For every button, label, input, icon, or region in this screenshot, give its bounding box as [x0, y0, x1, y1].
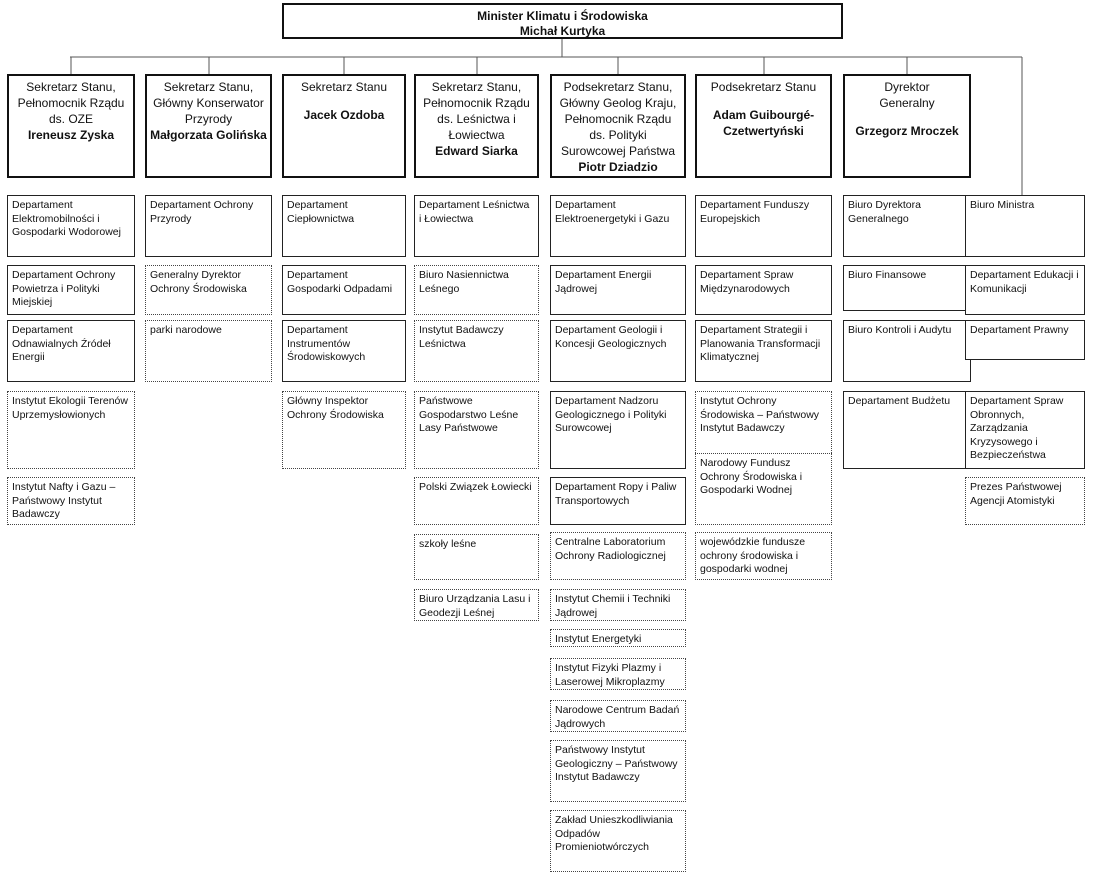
subordinate-unit-box: Instytut Ochrony Środowiska – Państwowy Instytut Badawczy: [695, 391, 832, 469]
department-box: Departament Instrumentów Środowiskowych: [282, 320, 406, 382]
department-box: Biuro Ministra: [965, 195, 1085, 257]
department-box: Departament Ropy i Paliw Transportowych: [550, 477, 686, 525]
secretary-role: Podsekretarz Stanu, Główny Geolog Kraju, Pełnomocnik Rządu ds. Polityki Surowcowej Państwa: [559, 80, 677, 158]
secretary-name: Grzegorz Mroczek: [855, 124, 959, 138]
department-box: Departament Elektromobilności i Gospodarki Wodorowej: [7, 195, 135, 257]
department-box: Departament Odnawialnych Źródeł Energii: [7, 320, 135, 382]
secretary-name: Piotr Dziadzio: [578, 160, 658, 174]
secretary-name: Małgorzata Golińska: [150, 128, 267, 142]
department-box: Departament Gospodarki Odpadami: [282, 265, 406, 315]
department-box: Departament Geologii i Koncesji Geologicznych: [550, 320, 686, 382]
secretary-role: Sekretarz Stanu, Pełnomocnik Rządu ds. Leśnictwa i Łowiectwa: [423, 80, 530, 142]
subordinate-unit-box: Instytut Chemii i Techniki Jądrowej: [550, 589, 686, 621]
subordinate-unit-box: Narodowy Fundusz Ochrony Środowiska i Gospodarki Wodnej: [695, 453, 832, 525]
subordinate-unit-box: Instytut Energetyki: [550, 629, 686, 647]
subordinate-unit-box: Zakład Unieszkodliwiania Odpadów Promieniotwórczych: [550, 810, 686, 872]
department-box: Departament Edukacji i Komunikacji: [965, 265, 1085, 315]
secretary-role: Dyrektor Generalny: [879, 80, 935, 110]
department-box: Departament Prawny: [965, 320, 1085, 360]
minister-title: Minister Klimatu i Środowiska: [477, 9, 648, 23]
subordinate-unit-box: Państwowy Instytut Geologiczny – Państwowy Instytut Badawczy: [550, 740, 686, 802]
subordinate-unit-box: Narodowe Centrum Badań Jądrowych: [550, 700, 686, 732]
department-box: Departament Ochrony Przyrody: [145, 195, 272, 257]
secretary-box-1: [7, 74, 135, 178]
secretary-role: Sekretarz Stanu: [300, 80, 388, 94]
secretary-name: Ireneusz Zyska: [27, 128, 115, 142]
minister-name: Michał Kurtyka: [519, 24, 606, 38]
department-box: Departament Leśnictwa i Łowiectwa: [414, 195, 539, 257]
subordinate-unit-box: Instytut Fizyki Plazmy i Laserowej Mikroplazmy: [550, 658, 686, 690]
department-box: Departament Ciepłownictwa: [282, 195, 406, 257]
subordinate-unit-box: Generalny Dyrektor Ochrony Środowiska: [145, 265, 272, 315]
subordinate-unit-box: Instytut Nafty i Gazu – Państwowy Instytut Badawczy: [7, 477, 135, 525]
secretary-name: Adam Guibourgé- Czetwertyński: [712, 108, 815, 138]
subordinate-unit-box: Państwowe Gospodarstwo Leśne Lasy Państwowe: [414, 391, 539, 469]
secretary-name: Edward Siarka: [435, 144, 518, 158]
secretary-box-6: [695, 74, 832, 178]
secretary-name: Jacek Ozdoba: [303, 108, 385, 122]
secretary-role: Sekretarz Stanu, Pełnomocnik Rządu ds. OZE: [17, 80, 125, 126]
department-box: Departament Nadzoru Geologicznego i Polityki Surowcowej: [550, 391, 686, 469]
department-box: Departament Ochrony Powietrza i Polityki Miejskiej: [7, 265, 135, 315]
department-box: Biuro Kontroli i Audytu: [843, 320, 971, 382]
department-box: Departament Spraw Międzynarodowych: [695, 265, 832, 315]
minister-box: [282, 3, 843, 39]
department-box: Departament Funduszy Europejskich: [695, 195, 832, 257]
subordinate-unit-box: szkoły leśne: [414, 534, 539, 580]
subordinate-unit-box: Biuro Urządzania Lasu i Geodezji Leśnej: [414, 589, 539, 621]
secretary-box-2: [145, 74, 272, 178]
department-box: Departament Strategii i Planowania Transformacji Klimatycznej: [695, 320, 832, 382]
secretary-role: Podsekretarz Stanu: [710, 80, 817, 94]
department-box: Departament Spraw Obronnych, Zarządzania Kryzysowego i Bezpieczeństwa: [965, 391, 1085, 469]
secretary-box-7: [843, 74, 971, 178]
department-box: Biuro Dyrektora Generalnego: [843, 195, 971, 257]
subordinate-unit-box: Instytut Badawczy Leśnictwa: [414, 320, 539, 382]
secretary-box-5: [550, 74, 686, 178]
subordinate-unit-box: parki narodowe: [145, 320, 272, 382]
subordinate-unit-box: Biuro Nasiennictwa Leśnego: [414, 265, 539, 315]
subordinate-unit-box: Polski Związek Łowiecki: [414, 477, 539, 525]
subordinate-unit-box: Centralne Laboratorium Ochrony Radiologicznej: [550, 532, 686, 580]
department-box: Departament Elektroenergetyki i Gazu: [550, 195, 686, 257]
secretary-box-4: [414, 74, 539, 178]
department-box: Departament Energii Jądrowej: [550, 265, 686, 315]
subordinate-unit-box: Instytut Ekologii Terenów Uprzemysłowionych: [7, 391, 135, 469]
department-box: Departament Budżetu: [843, 391, 971, 469]
secretary-role: Sekretarz Stanu, Główny Konserwator Przyrody: [153, 80, 264, 126]
subordinate-unit-box: Główny Inspektor Ochrony Środowiska: [282, 391, 406, 469]
department-box: Biuro Finansowe: [843, 265, 971, 311]
secretary-box-3: [282, 74, 406, 178]
subordinate-unit-box: wojewódzkie fundusze ochrony środowiska i gospodarki wodnej: [695, 532, 832, 580]
subordinate-unit-box: Prezes Państwowej Agencji Atomistyki: [965, 477, 1085, 525]
